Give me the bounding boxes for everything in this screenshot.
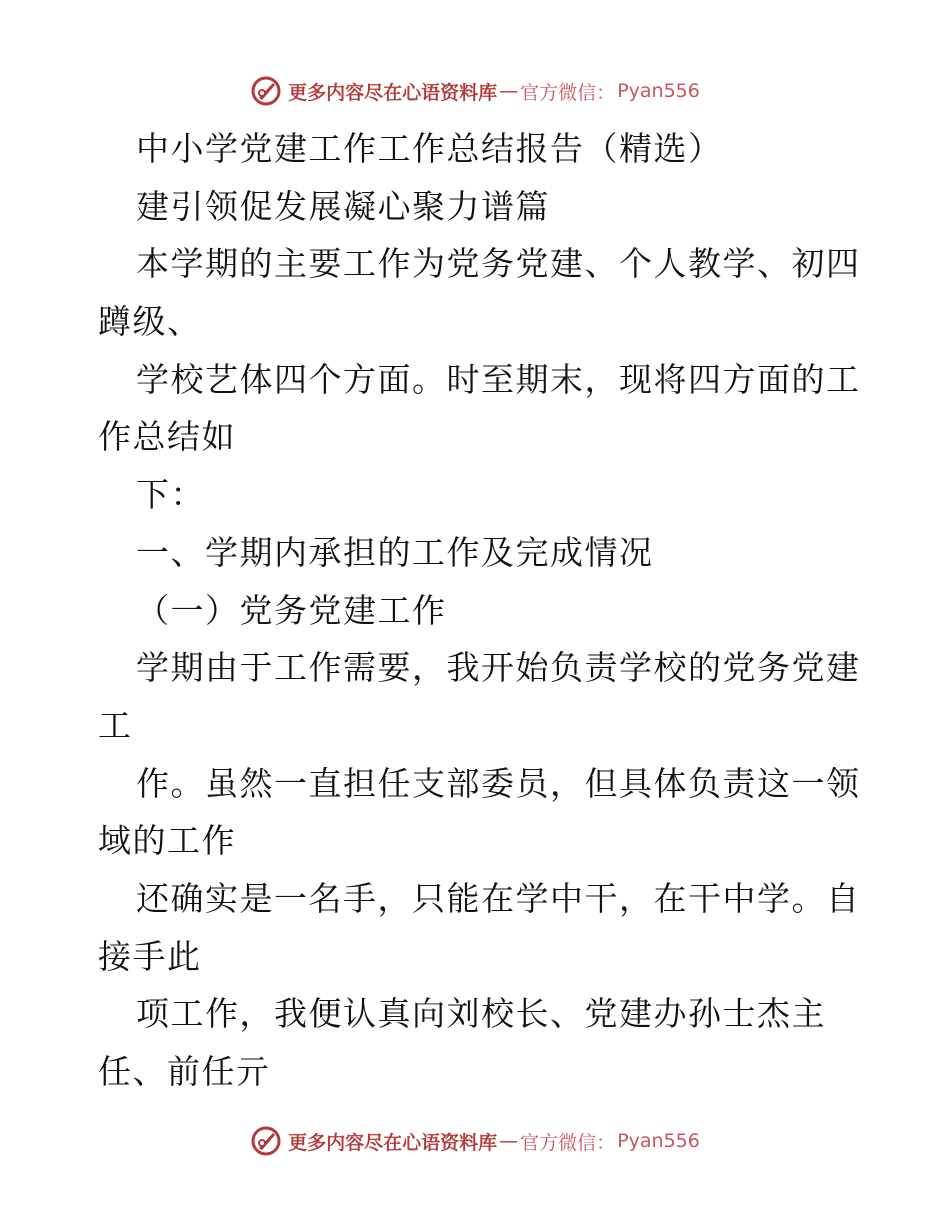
watermark-official-label: 官方微信： xyxy=(520,81,616,104)
quill-logo-icon xyxy=(250,1125,282,1157)
text-line: 中小学党建工作工作总结报告（精选） xyxy=(136,129,723,168)
text-line: 域的工作 xyxy=(98,821,236,861)
text-line: 作。虽然一直担任支部委员，但具体负责这一领 xyxy=(136,763,861,803)
text-line: 一、学期内承担的工作及完成情况 xyxy=(136,532,654,572)
text-line: （一）党务党建工作 xyxy=(136,590,447,630)
text-line: 工 xyxy=(98,705,133,745)
watermark-dash: — xyxy=(499,80,519,102)
header-watermark xyxy=(0,71,950,111)
text-line: 下： xyxy=(136,475,205,515)
text-line: 蹲级、 xyxy=(98,302,202,342)
watermark-wechat-id: Pyan556 xyxy=(617,1130,700,1152)
watermark-title: 更多内容尽在心语资料库 xyxy=(288,1131,498,1154)
document-body xyxy=(98,120,861,1101)
text-line: 接手此 xyxy=(98,936,202,976)
text-line: 作总结如 xyxy=(98,417,236,457)
watermark-title: 更多内容尽在心语资料库 xyxy=(288,81,498,104)
text-line: 建引领促发展凝心聚力谱篇 xyxy=(136,186,550,226)
text-line: 项工作，我便认真向刘校长、党建办孙士杰主 xyxy=(136,994,826,1034)
text-line: 本学期的主要工作为党务党建、个人教学、初四 xyxy=(136,244,861,284)
quill-logo-icon xyxy=(250,75,282,107)
footer-watermark xyxy=(0,1121,950,1161)
watermark-official-label: 官方微信： xyxy=(520,1131,616,1154)
watermark-dash: — xyxy=(499,1130,519,1152)
watermark-wechat-id: Pyan556 xyxy=(617,80,700,102)
text-line: 还确实是一名手，只能在学中干，在干中学。自 xyxy=(136,878,861,918)
text-line: 学校艺体四个方面。时至期末，现将四方面的工 xyxy=(136,359,861,399)
text-line: 学期由于工作需要，我开始负责学校的党务党建 xyxy=(136,648,861,688)
text-line: 任、前任亓 xyxy=(98,1052,271,1091)
